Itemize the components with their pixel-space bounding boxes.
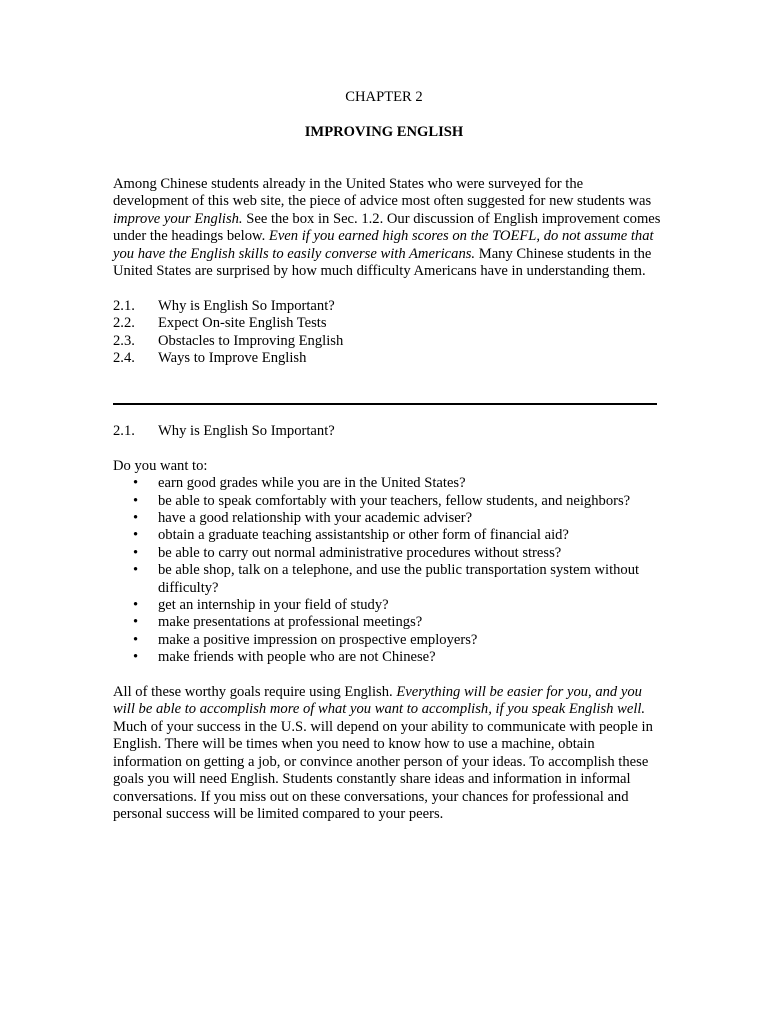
bullet-icon: • bbox=[133, 631, 139, 648]
list-item bbox=[113, 632, 661, 649]
bullet-icon: • bbox=[133, 510, 139, 527]
list-item bbox=[113, 649, 661, 666]
list-item bbox=[113, 545, 661, 562]
list-item bbox=[113, 493, 661, 510]
toc-label: Ways to Improve English bbox=[158, 350, 307, 367]
bullet-icon: • bbox=[133, 492, 139, 509]
toc-number: 2.1. bbox=[113, 297, 135, 314]
goals-list bbox=[113, 475, 661, 666]
section-number: 2.1. bbox=[113, 423, 135, 439]
table-of-contents bbox=[113, 298, 661, 368]
list-item-text: be able shop, talk on a telephone, and use the public transportation system without difficulty? bbox=[158, 562, 640, 596]
toc-item[interactable] bbox=[113, 298, 661, 315]
list-item-text: earn good grades while you are in the United States? bbox=[158, 475, 466, 492]
closing-text: All of these worthy goals require using English. bbox=[113, 684, 397, 701]
intro-text: See the box in Sec. 1.2. Our discussion of English improvement comes under the headings below. bbox=[113, 210, 661, 245]
list-item-text: be able to speak comfortably with your teachers, fellow students, and neighbors? bbox=[158, 492, 631, 509]
bullet-icon: • bbox=[133, 649, 139, 666]
bullet-icon: • bbox=[133, 475, 139, 492]
toc-number: 2.2. bbox=[113, 315, 135, 332]
intro-emphasis: Even if you earned high scores on the TOEFL, do not assume that you have the English skills to easily converse with Americans. bbox=[113, 228, 654, 262]
toc-item[interactable] bbox=[113, 350, 661, 367]
toc-item[interactable] bbox=[113, 315, 661, 332]
toc-label: Obstacles to Improving English bbox=[158, 332, 344, 349]
list-item bbox=[113, 614, 661, 631]
bullet-icon: • bbox=[133, 562, 139, 579]
toc-item[interactable] bbox=[113, 333, 661, 350]
toc-label: Expect On-site English Tests bbox=[158, 315, 327, 332]
list-item-text: obtain a graduate teaching assistantship or other form of financial aid? bbox=[158, 527, 569, 544]
bullet-icon: • bbox=[133, 527, 139, 544]
list-item-text: make friends with people who are not Chinese? bbox=[158, 649, 436, 666]
intro-emphasis: improve your English. bbox=[113, 210, 243, 227]
chapter-title: IMPROVING ENGLISH bbox=[304, 124, 464, 140]
list-item-text: make presentations at professional meetings? bbox=[158, 614, 423, 631]
bullet-icon: • bbox=[133, 597, 139, 614]
list-item-text: be able to carry out normal administrative procedures without stress? bbox=[158, 544, 562, 561]
intro-block bbox=[113, 176, 661, 367]
closing-emphasis: Everything will be easier for you, and you will be able to accomplish more of what you want to accomplish, if you speak English well. bbox=[113, 684, 646, 718]
closing-paragraph bbox=[113, 684, 661, 823]
list-item bbox=[113, 597, 661, 614]
bullet-icon: • bbox=[133, 614, 139, 631]
list-item bbox=[113, 562, 661, 597]
list-item-text: have a good relationship with your academic adviser? bbox=[158, 510, 473, 527]
section-title: Why is English So Important? bbox=[158, 423, 335, 439]
section-heading bbox=[113, 423, 661, 440]
list-item bbox=[113, 475, 661, 492]
list-item bbox=[113, 527, 661, 544]
list-item-text: make a positive impression on prospective employers? bbox=[158, 631, 478, 648]
intro-text: Among Chinese students already in the United States who were surveyed for the development of this web site, the piece of advice most often suggested for new students was bbox=[113, 176, 652, 210]
section-2-1 bbox=[113, 423, 661, 823]
bullet-icon: • bbox=[133, 544, 139, 561]
list-item-text: get an internship in your field of study? bbox=[158, 597, 389, 614]
chapter-label: CHAPTER 2 bbox=[345, 89, 423, 105]
toc-number: 2.3. bbox=[113, 332, 135, 349]
intro-text: Many Chinese students in the United States are surprised by how much difficulty Americans have in understanding them. bbox=[113, 245, 652, 280]
toc-label: Why is English So Important? bbox=[158, 297, 335, 314]
section-divider bbox=[113, 403, 657, 405]
toc-number: 2.4. bbox=[113, 350, 135, 367]
list-item bbox=[113, 510, 661, 527]
closing-text: Much of your success in the U.S. will depend on your ability to communicate with people in English. There will be times when you need to know how to use a machine, obtain information on getting a job, or convince another person of your ideas. To accomplish these goals you will need English. Students constantly share ideas and information in informal conversations. If you miss out on these conversations, your chances for professional and personal success will be limited compared to your peers. bbox=[113, 718, 653, 822]
intro-paragraph bbox=[113, 176, 661, 280]
list-lead: Do you want to: bbox=[113, 457, 208, 474]
